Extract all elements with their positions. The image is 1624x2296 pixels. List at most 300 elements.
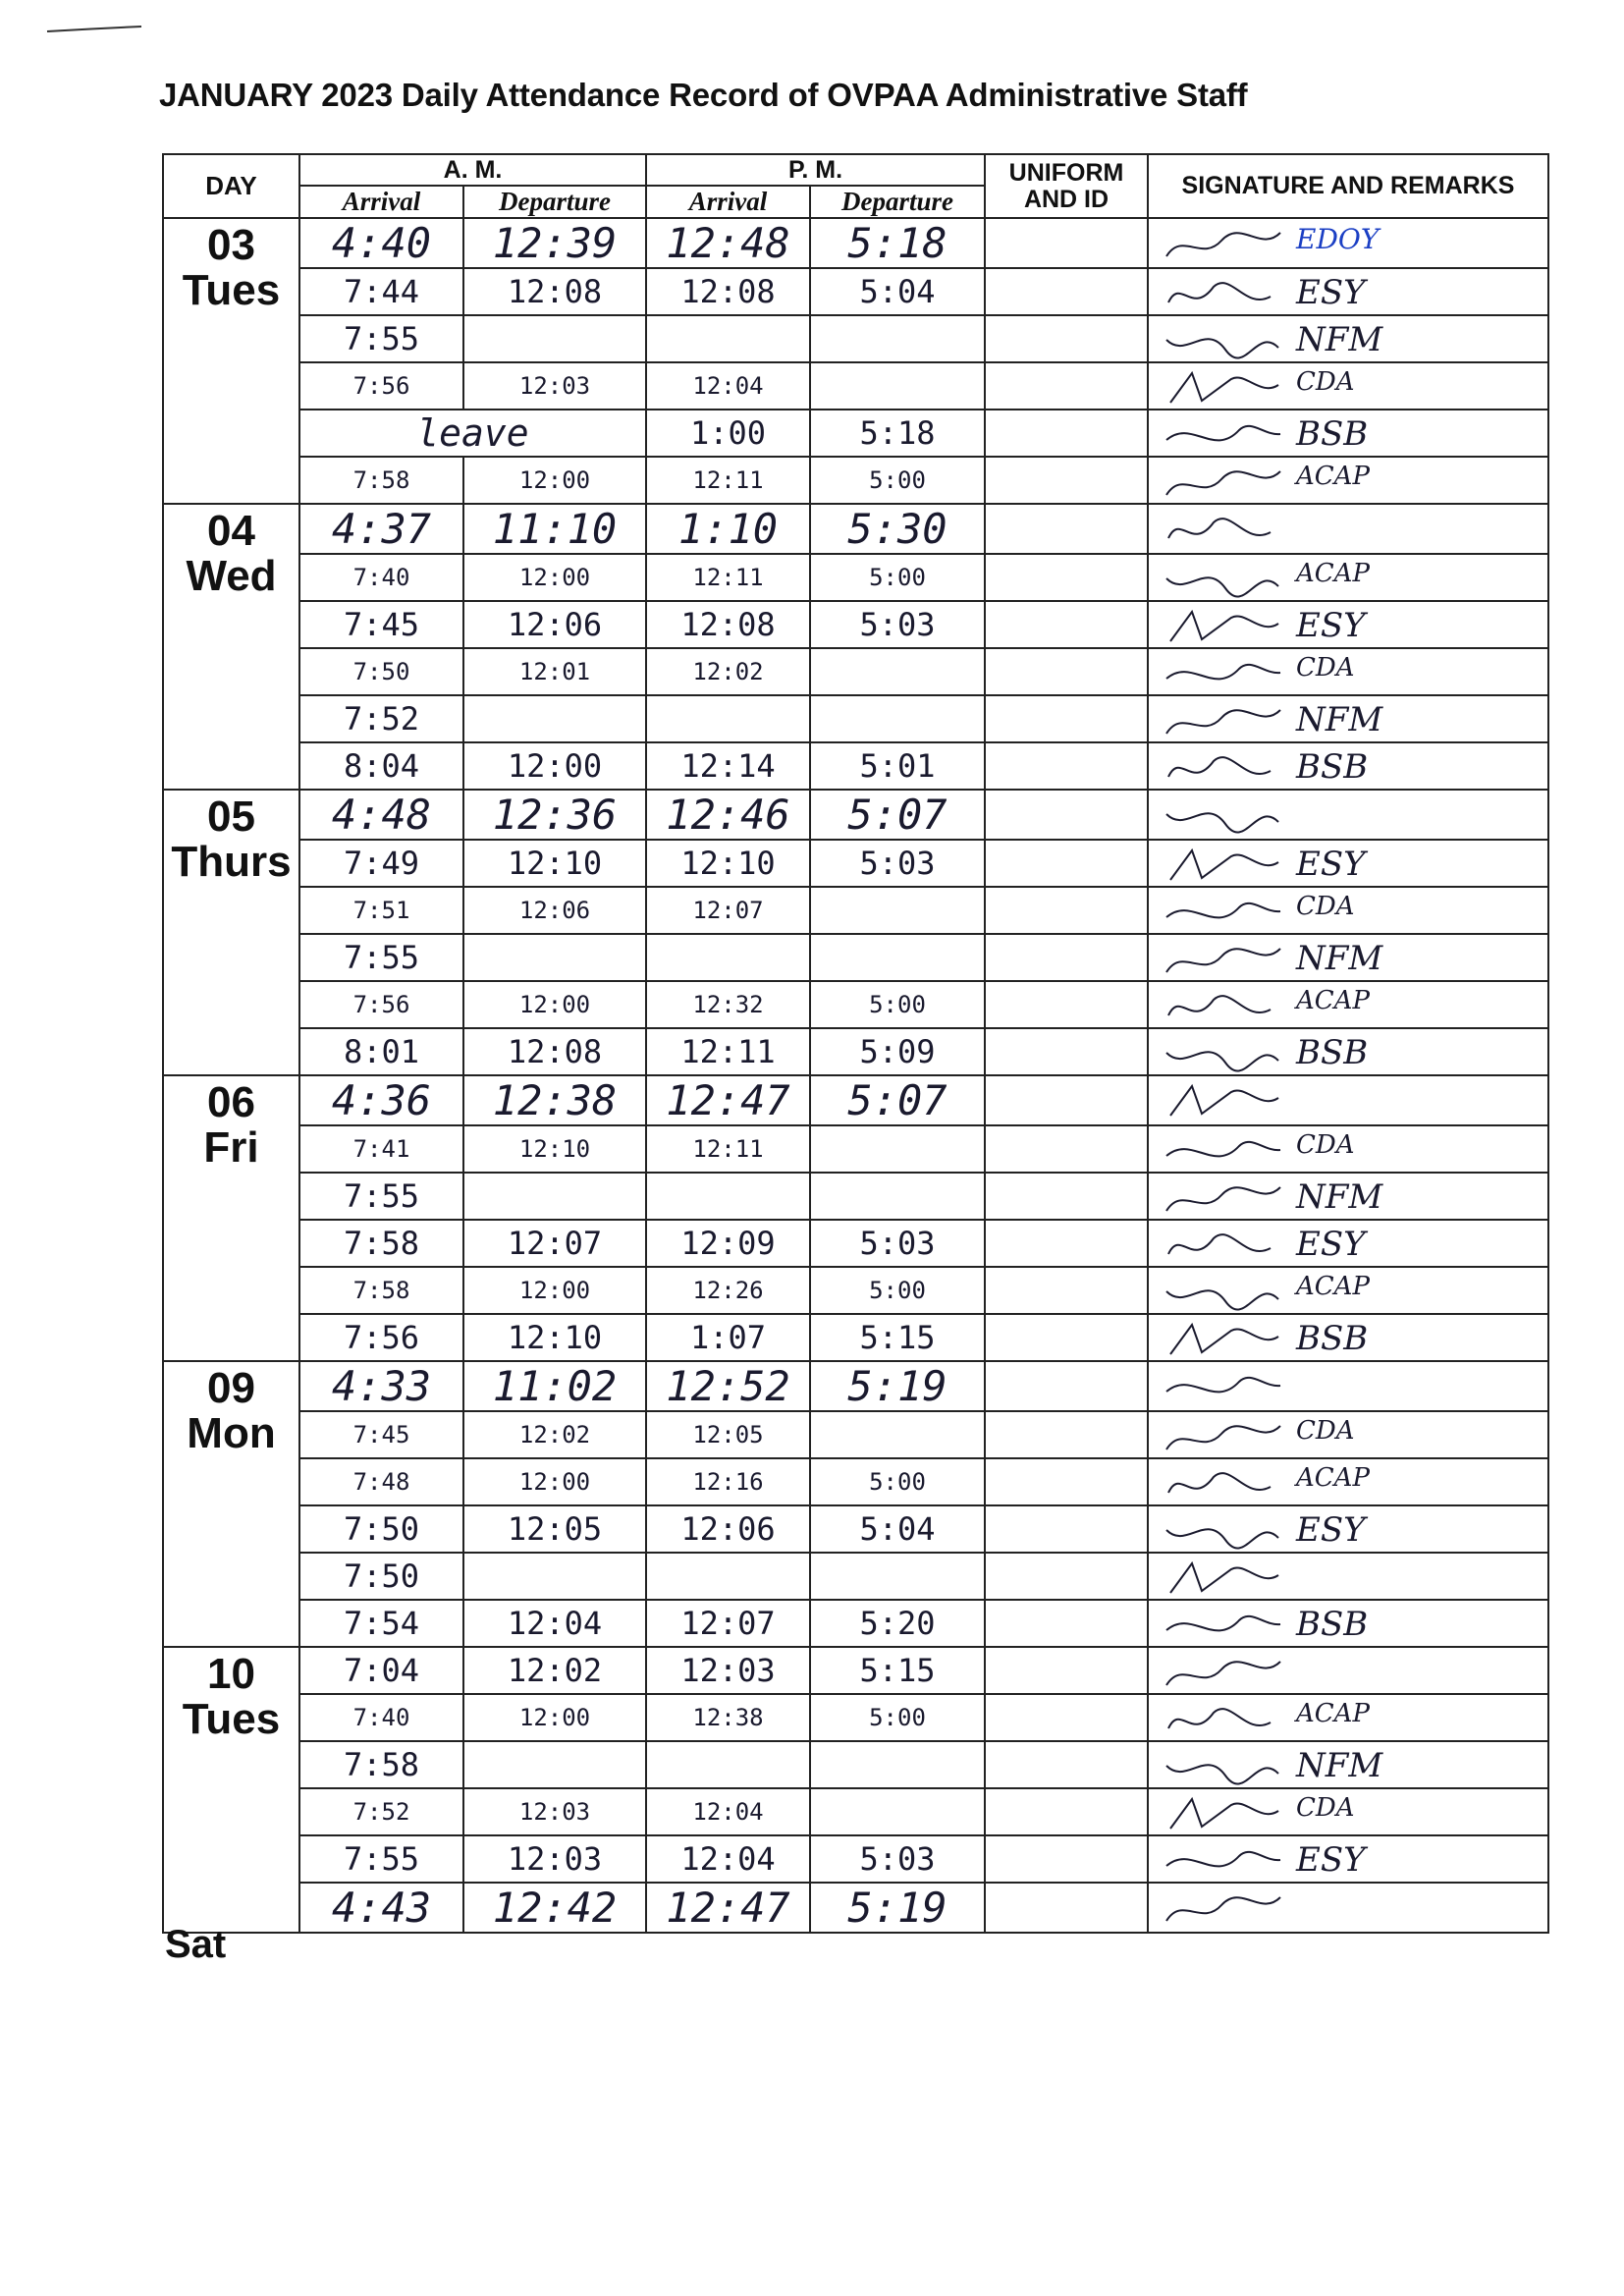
am-departure-time: 12:10 [463, 840, 646, 887]
day-name: Fri [203, 1123, 259, 1172]
day-number: 06 [207, 1078, 255, 1126]
pm-arrival-time: 12:11 [646, 1028, 810, 1075]
signature-cell [1148, 457, 1548, 504]
staff-initials: ACAP [1296, 559, 1370, 588]
pm-departure-time: 5:00 [810, 1694, 985, 1741]
staff-initials: NFM [1296, 700, 1383, 739]
am-departure-time: 12:06 [463, 887, 646, 934]
uniform-cell [985, 362, 1148, 410]
signature-cell [1148, 934, 1548, 981]
staff-initials: ESY [1296, 845, 1366, 884]
handwritten-signature [1163, 892, 1285, 933]
am-arrival-time: 7:58 [299, 1267, 463, 1314]
day-name: Wed [186, 552, 277, 600]
am-departure-time: 12:05 [463, 1505, 646, 1553]
pm-departure-time: 5:30 [810, 504, 985, 554]
am-departure-time: 12:00 [463, 742, 646, 790]
uniform-cell [985, 1220, 1148, 1267]
pm-arrival-time: 12:02 [646, 648, 810, 695]
table-row [163, 1220, 1548, 1267]
table-row [163, 218, 1548, 268]
signature-cell [1148, 1647, 1548, 1694]
pm-departure-time [810, 695, 985, 742]
pm-departure-time: 5:19 [810, 1883, 985, 1933]
table-row [163, 1173, 1548, 1220]
header-pm-arrival: Arrival [646, 186, 810, 218]
table-row [163, 1600, 1548, 1647]
am-departure-time: 12:00 [463, 981, 646, 1028]
handwritten-signature [1163, 939, 1285, 980]
table-row [163, 1741, 1548, 1788]
table-row [163, 1411, 1548, 1458]
table-row [163, 315, 1548, 362]
signature-cell [1148, 1458, 1548, 1505]
uniform-cell [985, 1314, 1148, 1361]
day-name: Thurs [171, 838, 292, 886]
table-row [163, 457, 1548, 504]
table-row [163, 695, 1548, 742]
signature-cell [1148, 218, 1548, 268]
table-row [163, 1267, 1548, 1314]
staff-initials: CDA [1296, 653, 1355, 683]
pm-arrival-time: 12:11 [646, 554, 810, 601]
scan-mark [45, 26, 143, 33]
uniform-cell [985, 1835, 1148, 1883]
pm-arrival-time: 12:14 [646, 742, 810, 790]
handwritten-signature [1163, 1319, 1285, 1360]
signature-cell [1148, 1173, 1548, 1220]
day-number: 04 [207, 507, 255, 555]
pm-departure-time: 5:18 [810, 410, 985, 457]
handwritten-signature [1163, 1130, 1285, 1172]
handwritten-signature [1163, 1887, 1285, 1929]
pm-arrival-time: 12:46 [646, 790, 810, 840]
staff-initials: BSB [1296, 1033, 1369, 1072]
handwritten-signature [1163, 1699, 1285, 1740]
signature-cell [1148, 840, 1548, 887]
pm-departure-time: 5:00 [810, 554, 985, 601]
am-arrival-time: 7:56 [299, 362, 463, 410]
pm-departure-time: 5:07 [810, 790, 985, 840]
am-departure-time: 12:08 [463, 1028, 646, 1075]
table-row [163, 1788, 1548, 1835]
pm-arrival-time: 12:47 [646, 1075, 810, 1125]
signature-cell [1148, 742, 1548, 790]
pm-departure-time: 5:03 [810, 1220, 985, 1267]
handwritten-signature [1163, 747, 1285, 789]
am-departure-time: 12:39 [463, 218, 646, 268]
pm-departure-time [810, 1788, 985, 1835]
pm-arrival-time: 12:04 [646, 1788, 810, 1835]
staff-initials: BSB [1296, 747, 1369, 787]
am-arrival-time: 8:04 [299, 742, 463, 790]
handwritten-signature [1163, 606, 1285, 647]
staff-initials: ACAP [1296, 462, 1370, 491]
pm-departure-time: 5:15 [810, 1314, 985, 1361]
pm-departure-time: 5:20 [810, 1600, 985, 1647]
pm-departure-time [810, 887, 985, 934]
am-arrival-time: 7:49 [299, 840, 463, 887]
signature-cell [1148, 790, 1548, 840]
uniform-cell [985, 840, 1148, 887]
uniform-cell [985, 934, 1148, 981]
signature-cell [1148, 315, 1548, 362]
uniform-cell [985, 315, 1148, 362]
handwritten-signature [1163, 653, 1285, 694]
uniform-cell [985, 554, 1148, 601]
uniform-cell [985, 1267, 1148, 1314]
am-arrival-time: 7:44 [299, 268, 463, 315]
header-am: A. M. [299, 154, 646, 186]
uniform-cell [985, 601, 1148, 648]
signature-cell [1148, 1314, 1548, 1361]
signature-cell [1148, 268, 1548, 315]
header-pm-departure: Departure [810, 186, 985, 218]
signature-cell [1148, 1741, 1548, 1788]
pm-arrival-time: 12:07 [646, 887, 810, 934]
uniform-cell [985, 218, 1148, 268]
table-row [163, 790, 1548, 840]
pm-departure-time [810, 362, 985, 410]
staff-initials: BSB [1296, 414, 1369, 454]
am-departure-time: 12:03 [463, 362, 646, 410]
am-departure-time: 12:07 [463, 1220, 646, 1267]
header-am-departure: Departure [463, 186, 646, 218]
pm-arrival-time: 12:16 [646, 1458, 810, 1505]
uniform-cell [985, 648, 1148, 695]
am-arrival-time: 7:55 [299, 934, 463, 981]
pm-departure-time: 5:00 [810, 1458, 985, 1505]
uniform-cell [985, 1361, 1148, 1411]
uniform-cell [985, 268, 1148, 315]
day-number: 10 [207, 1650, 255, 1698]
leave-note: leave [299, 410, 646, 457]
table-row [163, 268, 1548, 315]
day-number: 05 [207, 793, 255, 841]
pm-departure-time: 5:03 [810, 840, 985, 887]
day-cell [163, 1361, 299, 1647]
handwritten-signature [1163, 700, 1285, 741]
day-cell [163, 504, 299, 790]
pm-departure-time: 5:07 [810, 1075, 985, 1125]
handwritten-signature [1163, 845, 1285, 886]
uniform-cell [985, 695, 1148, 742]
day-number: 03 [207, 221, 255, 269]
uniform-cell [985, 1553, 1148, 1600]
am-departure-time: 12:42 [463, 1883, 646, 1933]
staff-initials: ACAP [1296, 1699, 1370, 1728]
pm-arrival-time: 12:06 [646, 1505, 810, 1553]
staff-initials: CDA [1296, 892, 1355, 921]
uniform-cell [985, 1173, 1148, 1220]
table-row [163, 601, 1548, 648]
pm-departure-time: 5:03 [810, 601, 985, 648]
am-departure-time: 11:02 [463, 1361, 646, 1411]
handwritten-signature [1163, 1177, 1285, 1219]
pm-arrival-time [646, 934, 810, 981]
am-arrival-time: 7:45 [299, 601, 463, 648]
signature-cell [1148, 1125, 1548, 1173]
uniform-cell [985, 1600, 1148, 1647]
am-departure-time: 12:01 [463, 648, 646, 695]
am-arrival-time: 7:55 [299, 315, 463, 362]
pm-arrival-time: 12:47 [646, 1883, 810, 1933]
uniform-cell [985, 1505, 1148, 1553]
am-departure-time: 12:06 [463, 601, 646, 648]
am-arrival-time: 7:52 [299, 695, 463, 742]
table-row [163, 1314, 1548, 1361]
am-arrival-time: 7:55 [299, 1835, 463, 1883]
signature-cell [1148, 362, 1548, 410]
pm-arrival-time: 12:10 [646, 840, 810, 887]
am-arrival-time: 8:01 [299, 1028, 463, 1075]
header-uniform: UNIFORM AND ID [985, 154, 1148, 218]
staff-initials: ESY [1296, 1225, 1366, 1264]
table-row [163, 1075, 1548, 1125]
signature-cell [1148, 1553, 1548, 1600]
table-row [163, 1505, 1548, 1553]
staff-initials: NFM [1296, 320, 1383, 359]
pm-departure-time: 5:04 [810, 1505, 985, 1553]
pm-departure-time [810, 1411, 985, 1458]
handwritten-signature [1163, 1793, 1285, 1834]
pm-departure-time [810, 1173, 985, 1220]
uniform-cell [985, 1458, 1148, 1505]
pm-departure-time: 5:03 [810, 1835, 985, 1883]
pm-arrival-time: 12:48 [646, 218, 810, 268]
table-row [163, 742, 1548, 790]
signature-cell [1148, 1220, 1548, 1267]
handwritten-signature [1163, 1746, 1285, 1787]
uniform-cell [985, 1411, 1148, 1458]
pm-departure-time [810, 1741, 985, 1788]
am-arrival-time: 7:50 [299, 648, 463, 695]
pm-arrival-time: 12:32 [646, 981, 810, 1028]
header-signature: SIGNATURE AND REMARKS [1148, 154, 1548, 218]
table-row [163, 1125, 1548, 1173]
table-row [163, 934, 1548, 981]
uniform-cell [985, 410, 1148, 457]
signature-cell [1148, 1028, 1548, 1075]
am-departure-time [463, 315, 646, 362]
pm-arrival-time [646, 315, 810, 362]
staff-initials: CDA [1296, 1130, 1355, 1160]
table-row [163, 1458, 1548, 1505]
staff-initials: BSB [1296, 1605, 1369, 1644]
handwritten-signature [1163, 1033, 1285, 1074]
am-departure-time [463, 934, 646, 981]
am-arrival-time: 7:50 [299, 1505, 463, 1553]
am-arrival-time: 7:50 [299, 1553, 463, 1600]
signature-cell [1148, 410, 1548, 457]
pm-arrival-time: 1:10 [646, 504, 810, 554]
handwritten-signature [1163, 1510, 1285, 1552]
pm-arrival-time [646, 1741, 810, 1788]
signature-cell [1148, 504, 1548, 554]
signature-cell [1148, 1075, 1548, 1125]
am-arrival-time: 4:33 [299, 1361, 463, 1411]
pm-departure-time [810, 648, 985, 695]
handwritten-signature [1163, 986, 1285, 1027]
am-departure-time: 12:03 [463, 1788, 646, 1835]
table-row [163, 840, 1548, 887]
table-row [163, 648, 1548, 695]
table-row [163, 981, 1548, 1028]
am-arrival-time: 4:36 [299, 1075, 463, 1125]
pm-arrival-time: 12:38 [646, 1694, 810, 1741]
am-departure-time: 12:02 [463, 1647, 646, 1694]
am-arrival-time: 7:54 [299, 1600, 463, 1647]
signature-cell [1148, 1600, 1548, 1647]
day-number: 09 [207, 1364, 255, 1412]
am-departure-time: 12:00 [463, 457, 646, 504]
staff-initials: ESY [1296, 606, 1366, 645]
handwritten-signature [1163, 1652, 1285, 1693]
staff-initials: CDA [1296, 1793, 1355, 1823]
am-arrival-time: 4:43 [299, 1883, 463, 1933]
handwritten-signature [1163, 509, 1285, 550]
signature-cell [1148, 981, 1548, 1028]
signature-cell [1148, 554, 1548, 601]
signature-cell [1148, 601, 1548, 648]
handwritten-signature [1163, 223, 1285, 264]
handwritten-signature [1163, 1605, 1285, 1646]
signature-cell [1148, 1835, 1548, 1883]
pm-arrival-time [646, 1553, 810, 1600]
day-cell [163, 790, 299, 1075]
staff-initials: CDA [1296, 1416, 1355, 1446]
signature-cell [1148, 1267, 1548, 1314]
am-arrival-time: 4:37 [299, 504, 463, 554]
am-departure-time: 12:00 [463, 1694, 646, 1741]
pm-departure-time: 5:00 [810, 1267, 985, 1314]
am-arrival-time: 7:40 [299, 1694, 463, 1741]
am-arrival-time: 7:51 [299, 887, 463, 934]
am-arrival-time: 4:48 [299, 790, 463, 840]
pm-departure-time: 5:00 [810, 981, 985, 1028]
am-departure-time: 11:10 [463, 504, 646, 554]
pm-departure-time: 5:09 [810, 1028, 985, 1075]
pm-arrival-time: 12:08 [646, 268, 810, 315]
header-day: DAY [163, 154, 299, 218]
table-row [163, 1883, 1548, 1933]
am-departure-time [463, 1173, 646, 1220]
pm-departure-time [810, 315, 985, 362]
pm-departure-time: 5:15 [810, 1647, 985, 1694]
am-departure-time: 12:00 [463, 1267, 646, 1314]
handwritten-signature [1163, 273, 1285, 314]
pm-arrival-time: 12:09 [646, 1220, 810, 1267]
signature-cell [1148, 695, 1548, 742]
handwritten-signature [1163, 1272, 1285, 1313]
table-row [163, 410, 1548, 457]
table-row [163, 1835, 1548, 1883]
day-cell [163, 1075, 299, 1361]
signature-cell [1148, 1883, 1548, 1933]
staff-initials: ESY [1296, 273, 1366, 312]
header-pm: P. M. [646, 154, 985, 186]
handwritten-signature [1163, 1225, 1285, 1266]
table-row [163, 1553, 1548, 1600]
table-row [163, 362, 1548, 410]
table-row [163, 1028, 1548, 1075]
pm-arrival-time: 1:07 [646, 1314, 810, 1361]
am-departure-time [463, 695, 646, 742]
am-arrival-time: 7:48 [299, 1458, 463, 1505]
uniform-cell [985, 742, 1148, 790]
pm-arrival-time: 12:52 [646, 1361, 810, 1411]
am-departure-time: 12:10 [463, 1314, 646, 1361]
pm-arrival-time [646, 1173, 810, 1220]
am-arrival-time: 7:56 [299, 981, 463, 1028]
pm-departure-time: 5:04 [810, 268, 985, 315]
uniform-cell [985, 981, 1148, 1028]
am-departure-time: 12:02 [463, 1411, 646, 1458]
pm-arrival-time: 1:00 [646, 410, 810, 457]
pm-departure-time: 5:01 [810, 742, 985, 790]
uniform-cell [985, 1741, 1148, 1788]
signature-cell [1148, 1505, 1548, 1553]
handwritten-signature [1163, 462, 1285, 503]
pm-departure-time: 5:00 [810, 457, 985, 504]
am-arrival-time: 7:52 [299, 1788, 463, 1835]
table-row [163, 504, 1548, 554]
pm-departure-time [810, 1125, 985, 1173]
pm-arrival-time: 12:11 [646, 1125, 810, 1173]
am-departure-time: 12:04 [463, 1600, 646, 1647]
uniform-cell [985, 887, 1148, 934]
table-row [163, 1694, 1548, 1741]
staff-initials: NFM [1296, 939, 1383, 978]
pm-departure-time: 5:18 [810, 218, 985, 268]
am-arrival-time: 7:55 [299, 1173, 463, 1220]
staff-initials: BSB [1296, 1319, 1369, 1358]
staff-initials: ACAP [1296, 986, 1370, 1015]
am-departure-time [463, 1553, 646, 1600]
table-row [163, 1361, 1548, 1411]
am-departure-time: 12:36 [463, 790, 646, 840]
attendance-body [163, 218, 1548, 1933]
handwritten-signature [1163, 367, 1285, 409]
staff-initials: ESY [1296, 1840, 1366, 1880]
staff-initials: ESY [1296, 1510, 1366, 1550]
am-departure-time [463, 1741, 646, 1788]
handwritten-signature [1163, 414, 1285, 456]
am-arrival-time: 7:58 [299, 457, 463, 504]
signature-cell [1148, 1788, 1548, 1835]
staff-initials: EDOY [1296, 223, 1380, 255]
uniform-cell [985, 504, 1148, 554]
attendance-table [162, 153, 1549, 1934]
uniform-cell [985, 1125, 1148, 1173]
staff-initials: ACAP [1296, 1463, 1370, 1493]
day-cell [163, 1647, 299, 1933]
header-am-arrival: Arrival [299, 186, 463, 218]
staff-initials: NFM [1296, 1746, 1383, 1785]
pm-departure-time: 5:19 [810, 1361, 985, 1411]
staff-initials: NFM [1296, 1177, 1383, 1217]
handwritten-signature [1163, 320, 1285, 361]
handwritten-signature [1163, 1840, 1285, 1882]
am-arrival-time: 7:04 [299, 1647, 463, 1694]
am-departure-time: 12:10 [463, 1125, 646, 1173]
am-arrival-time: 4:40 [299, 218, 463, 268]
pm-departure-time [810, 934, 985, 981]
staff-initials: ACAP [1296, 1272, 1370, 1301]
pm-arrival-time: 12:05 [646, 1411, 810, 1458]
pm-arrival-time [646, 695, 810, 742]
am-arrival-time: 7:58 [299, 1220, 463, 1267]
